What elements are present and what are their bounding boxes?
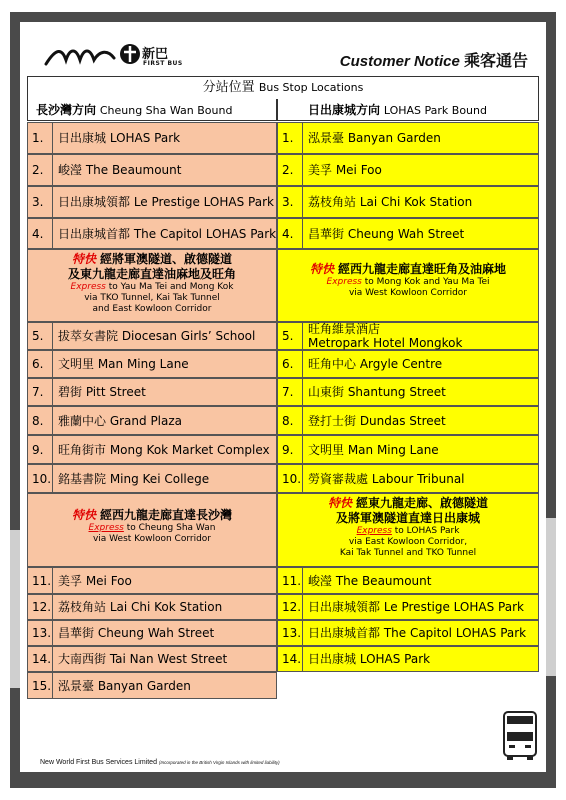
right-stop-row: [277, 406, 539, 435]
express-left-2: [27, 493, 277, 567]
stop-number: 12.: [278, 595, 303, 619]
express-left-2-cn: [28, 508, 276, 523]
right-stop-row: [277, 620, 539, 646]
express-left-1-cn2: 及東九龍走廊直達油麻地及旺角: [67, 267, 236, 281]
right-stop-row: [277, 435, 539, 464]
stop-number: 5.: [28, 323, 53, 349]
stop-name: 碧街 Pitt Street: [58, 385, 146, 399]
stop-number: 7.: [28, 379, 53, 405]
left-stop-row: [27, 620, 277, 646]
express-left-1-cn: [28, 252, 276, 267]
double-decker-bus-icon: [501, 710, 539, 762]
express-right-2-en3: Kai Tak Tunnel and TKO Tunnel: [339, 548, 477, 558]
express-tag-cn: 特快: [309, 262, 334, 276]
stop-name: 日出康城 LOHAS Park: [308, 652, 431, 666]
right-stop-row: [277, 122, 539, 154]
stop-name: 旺角維景酒店 Metropark Hotel Mongkok: [308, 322, 463, 350]
express-left-2-en: [28, 523, 276, 534]
express-right-2-cn: [278, 496, 538, 511]
left-stop-row: [27, 350, 277, 378]
stop-name: 大南西街 Tai Nan West Street: [58, 652, 228, 666]
stop-name: 泓景臺 Banyan Garden: [58, 678, 191, 693]
left-stop-row: [27, 122, 277, 154]
stop-number: 1.: [28, 123, 53, 153]
left-column-header: [27, 99, 277, 121]
notice-title: [340, 48, 528, 71]
right-stop-row: [277, 186, 539, 218]
table-title-en: Bus Stop Locations: [258, 81, 364, 94]
stop-number: 8.: [28, 407, 53, 434]
footer-note: (Incorporated in the British Virgin Islands with limited liability): [158, 760, 280, 765]
stop-name: 勞資審裁處 Labour Tribunal: [308, 471, 465, 486]
stop-number: 11.: [278, 568, 303, 593]
stop-name: 旺角中心 Argyle Centre: [308, 357, 443, 371]
express-right-2-cn2: 及將軍澳隧道直達日出康城: [335, 511, 480, 525]
stop-name: 日出康城首都 The Capitol LOHAS Park: [58, 226, 277, 241]
stop-number: 8.: [278, 407, 303, 434]
notice-title-en: Customer Notice: [339, 53, 460, 70]
express-line: 經東九龍走廊、啟德隧道: [356, 496, 489, 510]
left-stop-row: [27, 435, 277, 464]
frame-notch-left: [10, 530, 20, 688]
stop-name: 美孚 Mei Foo: [58, 573, 132, 588]
stop-name: 峻瀅 The Beaumount: [308, 573, 432, 588]
express-right-1-cn: [278, 262, 538, 277]
stop-number: 2.: [278, 155, 303, 185]
stop-number: 6.: [278, 351, 303, 377]
stop-number: 13.: [278, 621, 303, 645]
stop-name: 文明里 Man Ming Lane: [58, 357, 189, 371]
left-stop-row: [27, 406, 277, 435]
right-stop-row: [277, 464, 539, 493]
left-stop-row: [27, 672, 277, 699]
footer-company: New World First Bus Services Limited: [40, 759, 157, 766]
stop-number: 2.: [28, 155, 53, 185]
right-stop-row: [277, 378, 539, 406]
left-stop-row: [27, 322, 277, 350]
bus-stop-table: [27, 76, 539, 100]
express-tag-en: Express: [326, 277, 362, 287]
left-stop-row: [27, 218, 277, 249]
express-left-2-en2: via West Kowloon Corridor: [92, 534, 212, 544]
left-stop-row: [27, 154, 277, 186]
stop-number: 11.: [28, 568, 53, 593]
stop-name: 荔枝角站 Lai Chi Kok Station: [308, 195, 473, 209]
right-column-header: [277, 99, 539, 121]
stop-number: 6.: [28, 351, 53, 377]
stop-name: 旺角街市 Mong Kok Market Complex: [58, 442, 270, 457]
stop-number: 13.: [28, 621, 53, 645]
express-line: to LOHAS Park: [391, 526, 460, 536]
right-stop-row: [277, 218, 539, 249]
right-stop-row: [277, 350, 539, 378]
stop-name: 日出康城領都 Le Prestige LOHAS Park: [58, 195, 274, 209]
stop-name: 日出康城領都 Le Prestige LOHAS Park: [308, 600, 524, 614]
left-stop-row: [27, 567, 277, 594]
stop-number: 3.: [278, 187, 303, 217]
stop-name: 日出康城首都 The Capitol LOHAS Park: [308, 626, 527, 640]
express-left-1-en2: via TKO Tunnel, Kai Tak Tunnel: [84, 293, 220, 303]
right-stop-row: [277, 646, 539, 672]
stop-name: 美孚 Mei Foo: [308, 163, 382, 177]
stop-name: 昌華街 Cheung Wah Street: [58, 626, 215, 640]
right-header-en: LOHAS Park Bound: [383, 104, 487, 117]
stop-name: 拔萃女書院 Diocesan Girls’ School: [58, 329, 256, 343]
express-line: 經將軍澳隧道、啟德隧道: [100, 252, 233, 266]
stop-name: 荔枝角站 Lai Chi Kok Station: [58, 600, 223, 614]
stop-number: 4.: [28, 219, 53, 248]
footer: [40, 759, 280, 766]
frame-notch-right: [545, 518, 556, 676]
logo-english: FIRST BUS: [143, 60, 183, 67]
table-title-cn: 分站位置: [202, 80, 255, 95]
stop-name: 登打士街 Dundas Street: [308, 413, 446, 428]
express-right-2-en2: via East Kowloon Corridor,: [348, 537, 468, 547]
stop-name: 山東街 Shantung Street: [308, 385, 446, 399]
stop-number: 10.: [28, 465, 53, 492]
express-left-1: [27, 249, 277, 322]
express-right-2: [277, 493, 539, 567]
express-line: to Yau Ma Tei and Mong Kok: [105, 282, 234, 292]
express-tag-cn: 特快: [71, 252, 96, 266]
stop-name: 雅蘭中心 Grand Plaza: [58, 413, 183, 428]
stop-number: 10.: [278, 465, 303, 492]
stop-number: 1.: [278, 123, 303, 153]
stop-number: 14.: [28, 647, 53, 671]
express-line: 經西九龍走廊直達旺角及油麻地: [338, 262, 507, 276]
stop-number: 7.: [278, 379, 303, 405]
right-stop-row: [277, 594, 539, 620]
stop-number: 9.: [278, 436, 303, 463]
left-stop-row: [27, 186, 277, 218]
stop-name: 峻瀅 The Beaumount: [58, 163, 182, 177]
stop-number: 3.: [28, 187, 53, 217]
left-header-en: Cheung Sha Wan Bound: [99, 104, 233, 117]
express-tag-en: Express: [70, 282, 106, 292]
stop-number: 12.: [28, 595, 53, 619]
right-header-cn: 日出康城方向: [308, 103, 381, 117]
left-stop-row: [27, 464, 277, 493]
right-stop-row: [277, 567, 539, 594]
right-stop-row: [277, 322, 539, 350]
stop-number: 9.: [28, 436, 53, 463]
express-left-1-en: [28, 282, 276, 293]
express-line: to Cheung Sha Wan: [123, 523, 216, 533]
express-tag-en: Express: [356, 526, 392, 536]
express-right-1-en: [278, 277, 538, 288]
stop-name: 昌華街 Cheung Wah Street: [308, 226, 465, 241]
table-title: [27, 76, 539, 100]
right-stop-row: [277, 154, 539, 186]
logo-chinese: 新巴: [142, 47, 169, 62]
express-tag-cn: 特快: [327, 496, 352, 510]
left-header-cn: 長沙灣方向: [36, 103, 97, 117]
express-right-2-en: [278, 526, 538, 537]
express-line: to Mong Kok and Yau Ma Tei: [361, 277, 490, 287]
stop-name: 泓景臺 Banyan Garden: [308, 131, 441, 145]
stop-number: 15.: [28, 673, 53, 698]
express-right-1-en2: via West Kowloon Corridor: [348, 288, 468, 298]
express-left-1-en3: and East Kowloon Corridor: [92, 304, 212, 314]
left-stop-row: [27, 378, 277, 406]
stop-name: 日出康城 LOHAS Park: [58, 131, 181, 145]
express-tag-en: Express: [88, 523, 124, 533]
stop-number: 4.: [278, 219, 303, 248]
express-line: 經西九龍走廊直達長沙灣: [100, 508, 233, 522]
stop-name: 文明里 Man Ming Lane: [308, 442, 439, 457]
left-stop-row: [27, 646, 277, 672]
express-tag-cn: 特快: [71, 508, 96, 522]
left-stop-row: [27, 594, 277, 620]
stop-name: 銘基書院 Ming Kei College: [58, 471, 210, 486]
stop-number: 14.: [278, 647, 303, 671]
stop-number: 5.: [278, 323, 303, 349]
notice-title-cn: 乘客通告: [463, 53, 528, 70]
express-right-1: [277, 249, 539, 322]
